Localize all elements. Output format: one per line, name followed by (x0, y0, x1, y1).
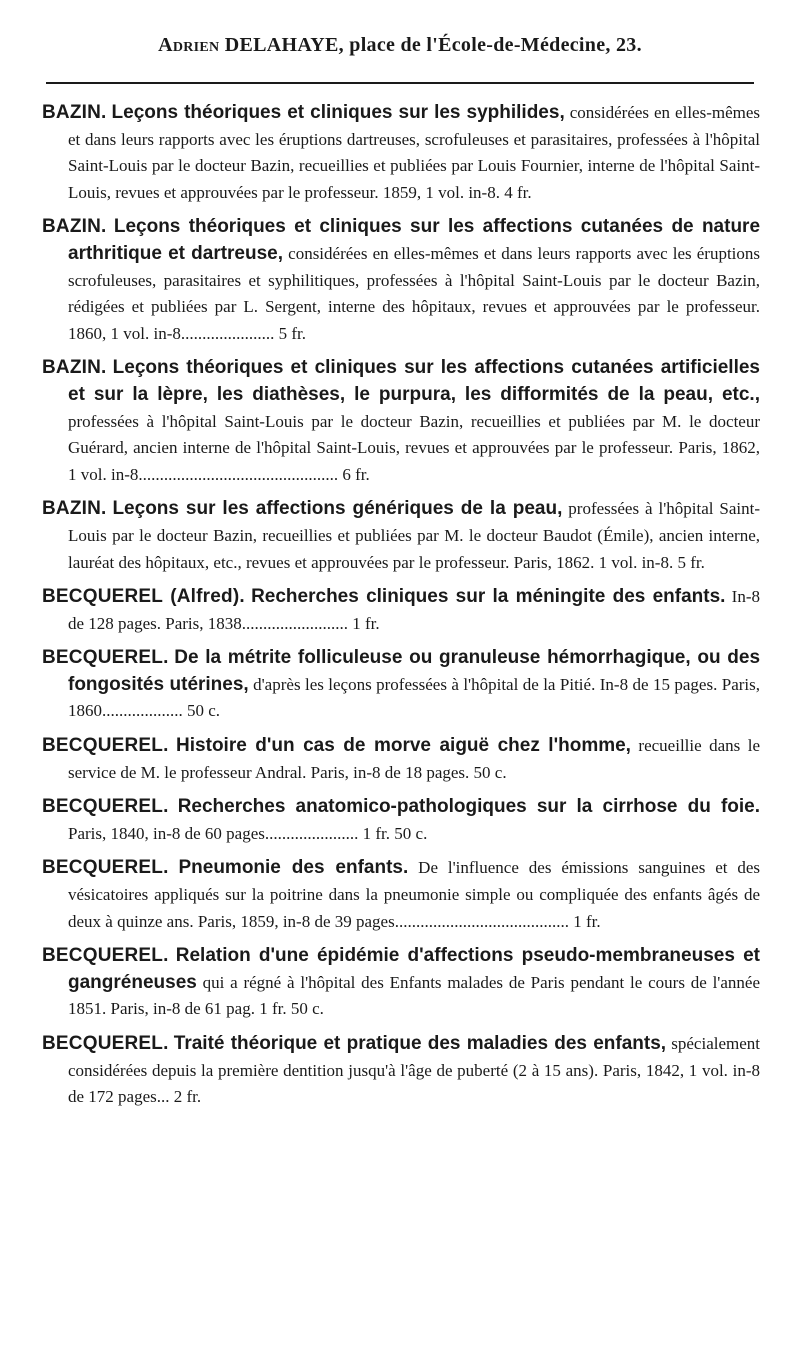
entry-title: Pneumonie des enfants. (178, 857, 409, 879)
publisher-name: Adrien DELAHAYE (158, 34, 339, 56)
catalog-entry (42, 733, 760, 786)
catalog-entry (42, 794, 760, 847)
entry-title: Histoire d'un cas de morve aiguë chez l'homme, (176, 735, 631, 757)
entry-title: Leçons sur les affections génériques de la peau, (112, 498, 563, 520)
catalog-entry (42, 943, 760, 1023)
entry-description: Paris, 1840, in-8 de 60 pages...................... (68, 823, 359, 843)
entry-title: Traité théorique et pratique des maladies des enfants, (173, 1033, 667, 1054)
entry-price: 5 fr. (677, 552, 705, 572)
entry-price: 4 fr. (504, 182, 532, 202)
page-header (40, 34, 760, 57)
entry-description: professées à l'hôpital Saint-Louis par le docteur Bazin, recueillies et publiées par M. le docteur Baudot (Émile), ancien interne, lauréat des hôpitaux, etc., revues et approuvées par le professeur. Paris, 1862. 1 vol. in-8. (68, 499, 761, 572)
entry-description: d'après les leçons professées à l'hôpital de la Pitié. In-8 de 15 pages. Paris, 1860................... (68, 674, 760, 721)
entry-price: 1 fr. 50 c. (259, 999, 324, 1019)
entry-author: BECQUEREL. (42, 1033, 169, 1054)
catalog-entry (42, 855, 760, 935)
entry-title: Recherches cliniques sur la méningite des enfants. (251, 586, 726, 608)
catalog-entry (42, 1031, 760, 1111)
entry-title: Leçons théoriques et cliniques sur les syphilides, (111, 102, 565, 123)
catalog-entry (42, 355, 760, 488)
publisher-address: , place de l'École-de-Médecine, 23. (338, 34, 642, 56)
catalog-entry (42, 584, 760, 637)
entry-description: considérées en elles-mêmes et dans leurs rapports avec les éruptions dartreuses, scrofuleuses et parasitaires, professées à l'hôpital Saint-Louis par le docteur Bazin, recueillies et publiées par Louis Fournier, interne de l'hôpital Saint-Louis, revues et approuvées par le professeur. 1859, 1 vol. in-8. (68, 103, 761, 202)
entry-price: 50 c. (473, 762, 507, 782)
entry-author: BECQUEREL. (42, 647, 169, 669)
entry-price: 1 fr. 50 c. (362, 823, 428, 843)
catalog-entry (42, 645, 760, 725)
entry-author: BAZIN. (42, 357, 107, 379)
entry-title: Leçons théoriques et cliniques sur les affections cutanées de nature arthritique et dartreuse, (68, 216, 761, 264)
entry-title: Relation d'une épidémie d'affections pseudo-membraneuses et gangréneuses (68, 945, 760, 993)
entry-author: BAZIN. (42, 216, 107, 238)
entry-author: BAZIN. (42, 102, 107, 123)
catalog-entries (42, 100, 760, 1119)
entry-title: De la métrite folliculeuse ou granuleuse hémorrhagique, ou des fongosités utérines, (68, 647, 761, 695)
catalog-entry (42, 214, 760, 347)
entry-author: BECQUEREL. (42, 735, 169, 757)
entry-title: Recherches anatomico-pathologiques sur la cirrhose du foie. (177, 796, 760, 818)
catalog-entry (42, 496, 760, 576)
entry-price: 6 fr. (342, 464, 370, 484)
entry-price: 1 fr. (573, 911, 601, 931)
catalog-entry (42, 100, 760, 206)
entry-title: Leçons théoriques et cliniques sur les affections cutanées artificielles et sur la lèpre, les diathèses, le purpura, les difformités de la peau, etc., (68, 357, 760, 405)
entry-description: recueillie dans le service de M. le professeur Andral. Paris, in-8 de 18 pages. (68, 736, 761, 782)
entry-description: professées à l'hôpital Saint-Louis par le docteur Bazin, recueillies et publiées par M. le docteur Guérard, ancien interne de l'hôpital Saint-Louis, revues et approuvées par le professeur. Paris, 1862, 1 vol. in-8............................................... (68, 411, 760, 484)
entry-price: 5 fr. (278, 323, 306, 343)
entry-description: considérées en elles-mêmes et dans leurs rapports avec les éruptions scrofuleuses, parasitaires et syphilitiques, professées à l'hôpital Saint-Louis par le docteur Bazin, rédigées et publiées par L. Sergent, interne des hôpitaux, revues et approuvées par le professeur. 1860, 1 vol. in-8...................... (68, 243, 761, 343)
entry-author: BECQUEREL. (42, 857, 169, 879)
entry-author: BECQUEREL (Alfred). (42, 586, 245, 608)
entry-author: BECQUEREL. (42, 945, 169, 967)
entry-author: BECQUEREL. (42, 796, 169, 818)
header-rule (46, 82, 754, 84)
entry-description: spécialement considérées depuis la première dentition jusqu'à l'âge de puberté (2 à 15 ans). Paris, 1842, 1 vol. in-8 de 172 pages... (68, 1034, 761, 1107)
entry-author: BAZIN. (42, 498, 107, 520)
entry-price: 2 fr. (173, 1087, 202, 1107)
entry-description: De l'influence des émissions sanguines et des vésicatoires appliqués sur la poitrine dans la pneumonie simple ou compliquée des enfants âgés de deux à quinze ans. Paris, 1859, in-8 de 39 pages......................................... (68, 858, 761, 931)
entry-description: qui a régné à l'hôpital des Enfants malades de Paris pendant le cours de l'année 1851. Paris, in-8 de 61 pag. (68, 972, 760, 1019)
entry-description: In-8 de 128 pages. Paris, 1838......................... (68, 587, 761, 633)
entry-price: 50 c. (187, 701, 221, 721)
entry-price: 1 fr. (352, 613, 380, 633)
